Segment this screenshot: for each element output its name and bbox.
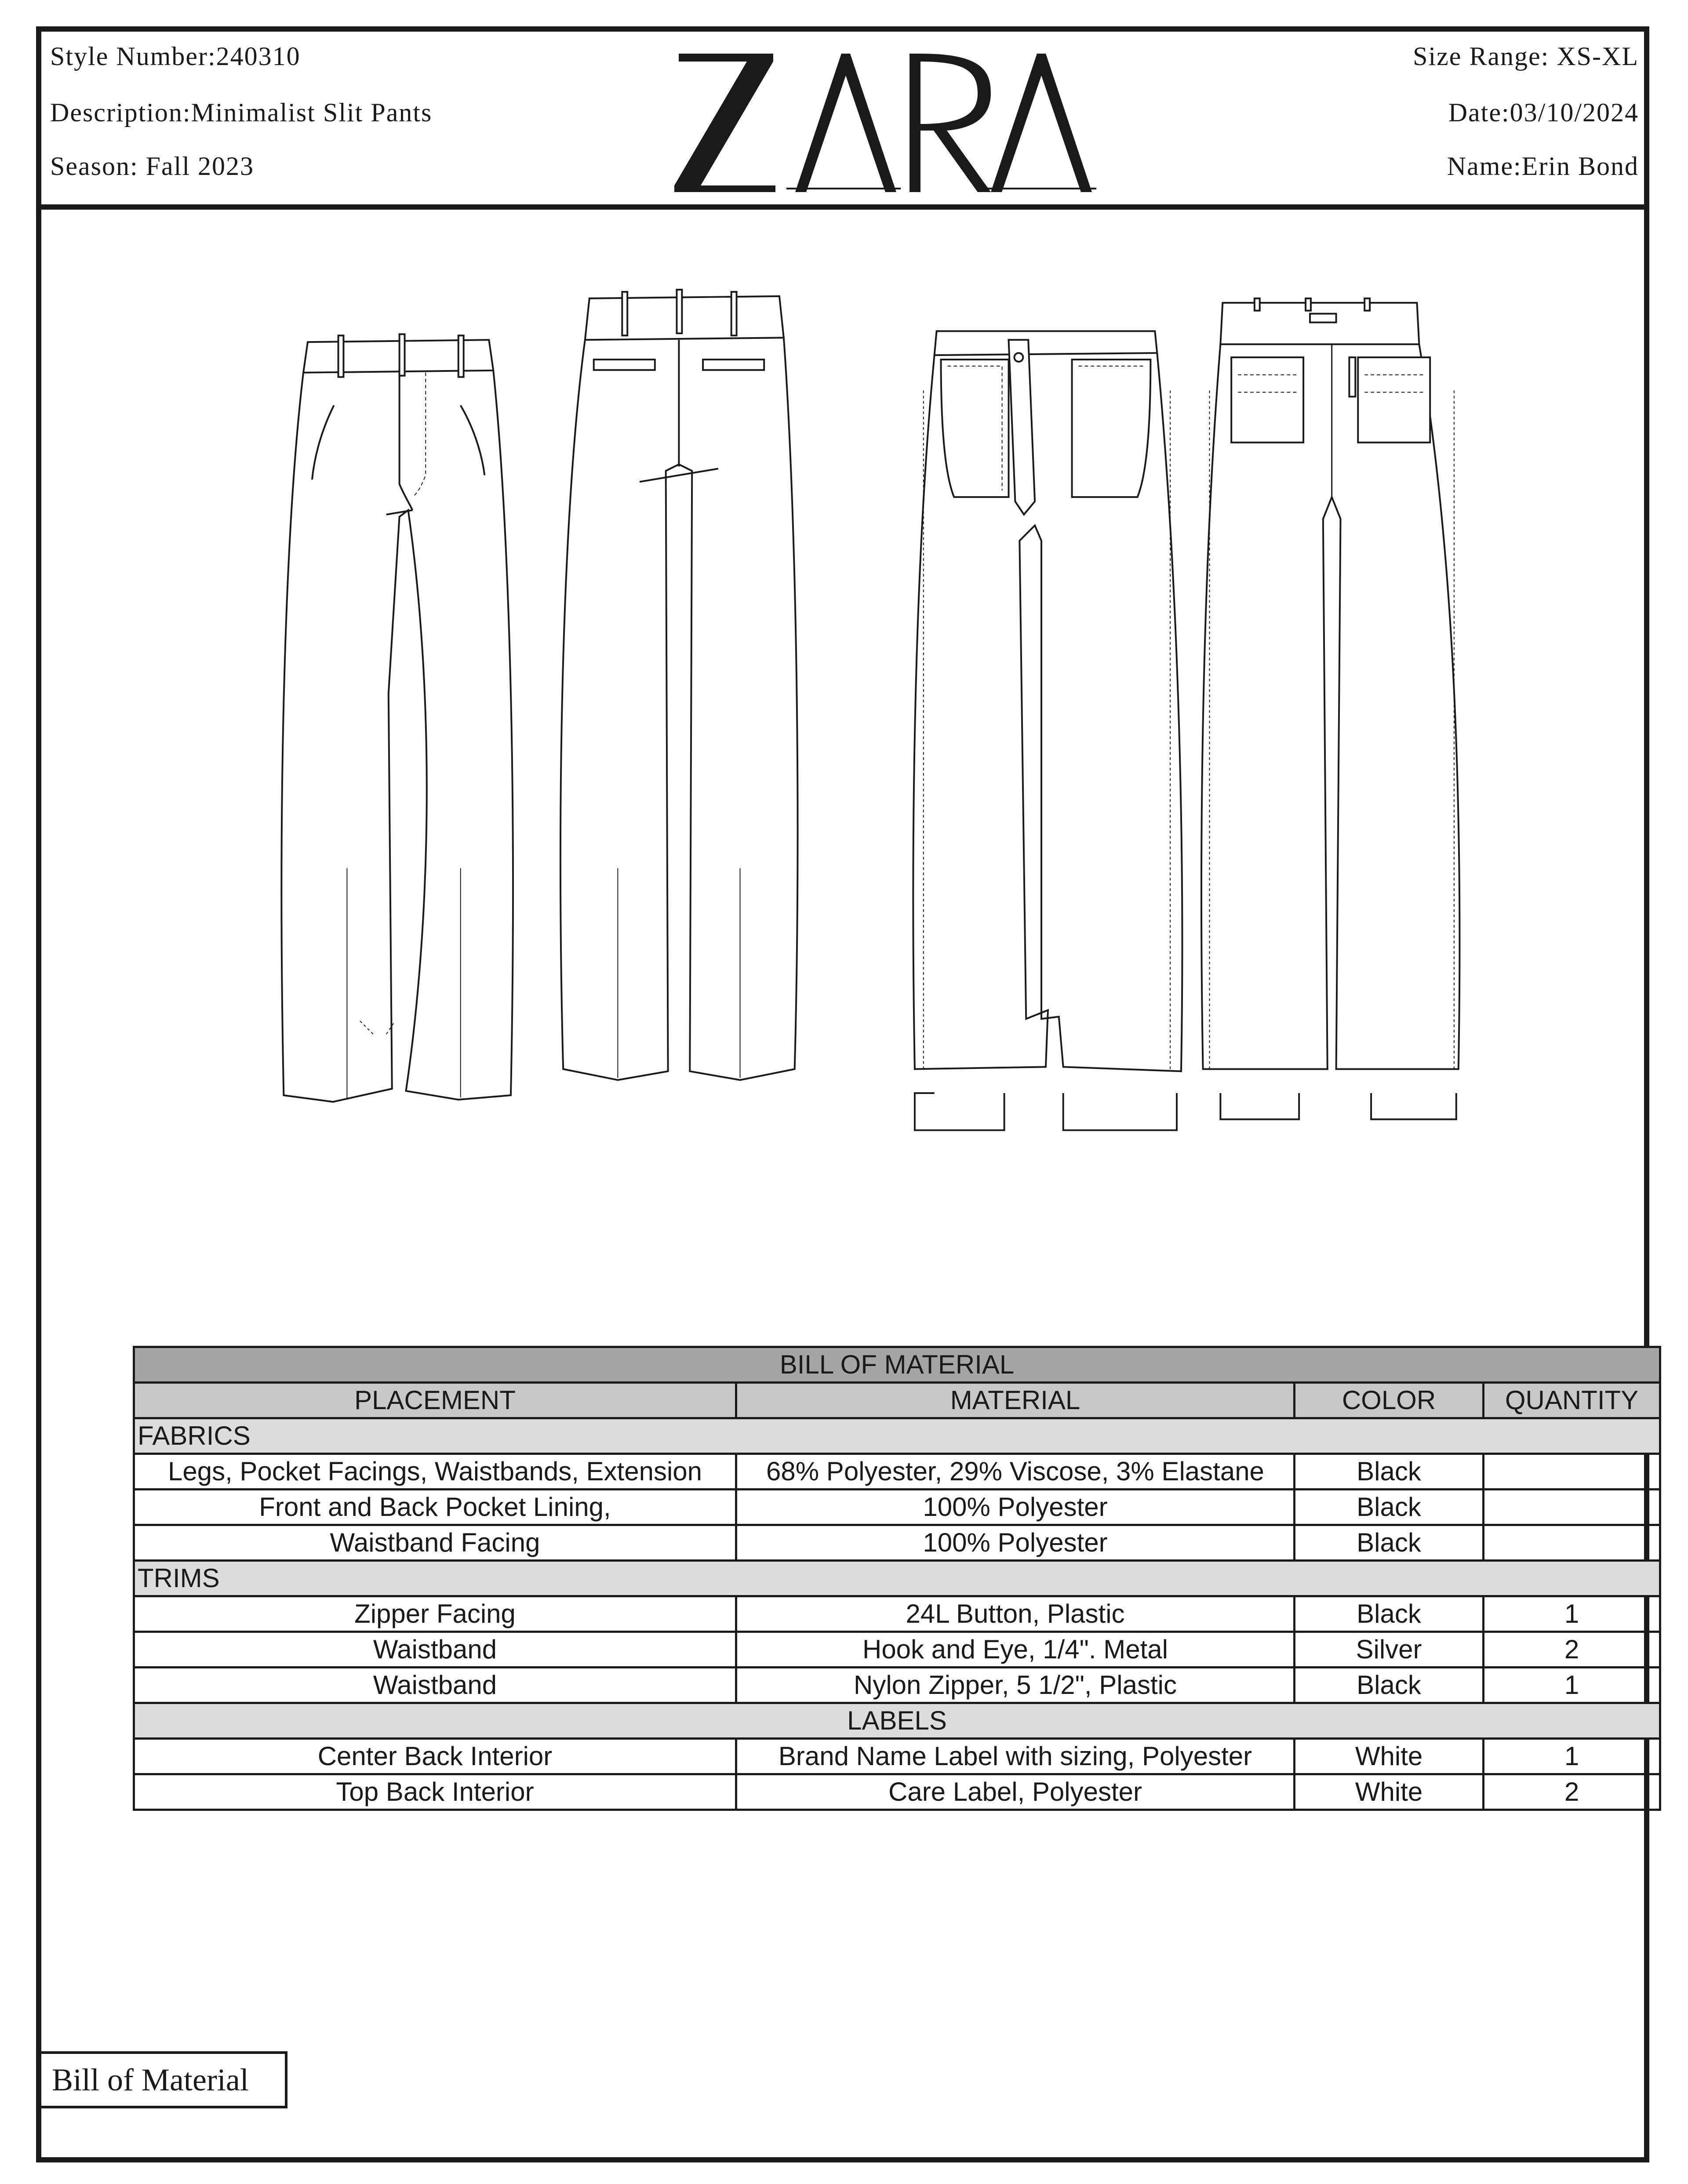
column-header: PLACEMENT <box>134 1383 736 1418</box>
table-row <box>134 1774 1660 1810</box>
designer-name: Name:Erin Bond <box>1447 152 1639 181</box>
section-label: TRIMS <box>134 1561 1660 1596</box>
column-header: QUANTITY <box>1484 1383 1660 1418</box>
bom-title-row <box>134 1347 1660 1383</box>
placement-cell: Center Back Interior <box>134 1739 736 1774</box>
color-cell: White <box>1295 1774 1484 1810</box>
material-cell: 68% Polyester, 29% Viscose, 3% Elastane <box>736 1454 1295 1490</box>
quantity-cell <box>1484 1525 1660 1561</box>
bom-header-row <box>134 1383 1660 1418</box>
bill-of-material-table <box>133 1346 1661 1811</box>
placement-cell: Zipper Facing <box>134 1596 736 1632</box>
material-cell: 100% Polyester <box>736 1490 1295 1525</box>
quantity-cell: 1 <box>1484 1596 1660 1632</box>
season: Season: Fall 2023 <box>50 152 254 181</box>
section-row-fabrics <box>134 1418 1660 1454</box>
quantity-cell: 1 <box>1484 1668 1660 1703</box>
table-row <box>134 1632 1660 1668</box>
description: Description:Minimalist Slit Pants <box>50 98 433 127</box>
section-row-trims <box>134 1561 1660 1596</box>
table-row <box>134 1739 1660 1774</box>
zara-logo <box>674 40 1096 199</box>
color-cell: Black <box>1295 1668 1484 1703</box>
spec-sheet <box>36 26 1649 2162</box>
page-label: Bill of Material <box>52 2062 249 2097</box>
pants-front-interior-icon <box>913 331 1182 1130</box>
style-number: Style Number:240310 <box>50 42 301 71</box>
color-cell: Black <box>1295 1454 1484 1490</box>
color-cell: White <box>1295 1739 1484 1774</box>
quantity-cell: 1 <box>1484 1739 1660 1774</box>
placement-cell: Waistband <box>134 1668 736 1703</box>
placement-cell: Legs, Pocket Facings, Waistbands, Extension <box>134 1454 736 1490</box>
color-cell: Black <box>1295 1596 1484 1632</box>
column-header: COLOR <box>1295 1383 1484 1418</box>
bom-title: BILL OF MATERIAL <box>134 1347 1660 1383</box>
material-cell: 24L Button, Plastic <box>736 1596 1295 1632</box>
section-row-labels <box>134 1703 1660 1739</box>
material-cell: Brand Name Label with sizing, Polyester <box>736 1739 1295 1774</box>
quantity-cell: 2 <box>1484 1774 1660 1810</box>
table-row <box>134 1454 1660 1490</box>
material-cell: 100% Polyester <box>736 1525 1295 1561</box>
column-header: MATERIAL <box>736 1383 1295 1418</box>
placement-cell: Front and Back Pocket Lining, <box>134 1490 736 1525</box>
color-cell: Silver <box>1295 1632 1484 1668</box>
placement-cell: Top Back Interior <box>134 1774 736 1810</box>
placement-cell: Waistband <box>134 1632 736 1668</box>
table-row <box>134 1668 1660 1703</box>
pants-back-interior-icon <box>1201 298 1459 1119</box>
material-cell: Nylon Zipper, 5 1/2", Plastic <box>736 1668 1295 1703</box>
placement-cell: Waistband Facing <box>134 1525 736 1561</box>
section-label: LABELS <box>134 1703 1660 1739</box>
material-cell: Care Label, Polyester <box>736 1774 1295 1810</box>
pants-front-flat-icon <box>281 334 513 1102</box>
technical-drawings <box>41 210 1644 1308</box>
quantity-cell <box>1484 1454 1660 1490</box>
page-label-box <box>41 2051 287 2108</box>
color-cell: Black <box>1295 1490 1484 1525</box>
quantity-cell <box>1484 1490 1660 1525</box>
section-label: FABRICS <box>134 1418 1660 1454</box>
quantity-cell: 2 <box>1484 1632 1660 1668</box>
material-cell: Hook and Eye, 1/4". Metal <box>736 1632 1295 1668</box>
size-range: Size Range: XS-XL <box>1413 42 1639 71</box>
table-row <box>134 1596 1660 1632</box>
sheet-header <box>41 32 1644 210</box>
color-cell: Black <box>1295 1525 1484 1561</box>
date: Date:03/10/2024 <box>1448 98 1639 127</box>
table-row <box>134 1490 1660 1525</box>
table-row <box>134 1525 1660 1561</box>
pants-back-flat-icon <box>560 290 798 1080</box>
